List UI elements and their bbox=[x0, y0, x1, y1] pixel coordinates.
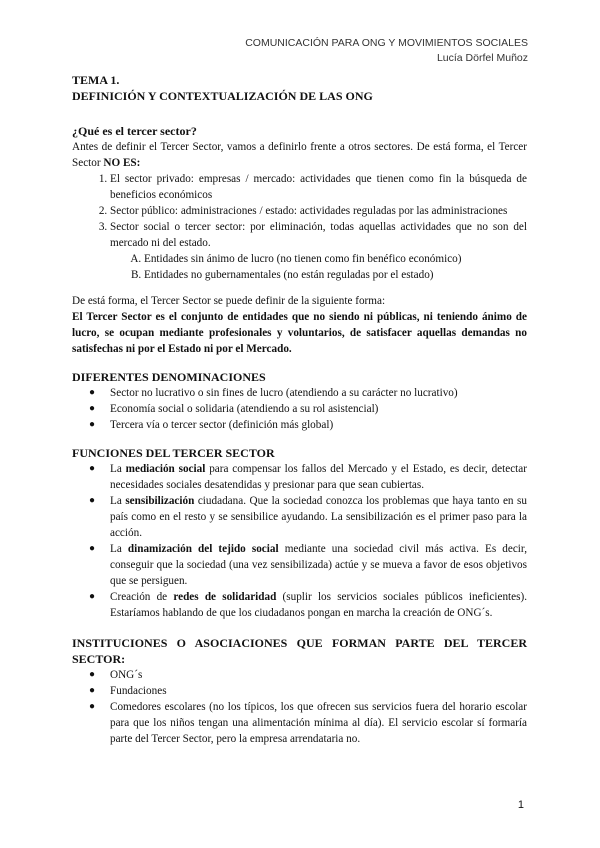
header-author: Lucía Dörfel Muñoz bbox=[436, 52, 528, 64]
topic-number: TEMA 1. bbox=[72, 73, 120, 87]
sublist bbox=[110, 251, 527, 283]
list-item bbox=[89, 493, 527, 541]
bold-term: sensibilización bbox=[125, 495, 195, 507]
list-item bbox=[89, 683, 527, 699]
list-item-text: Comedores escolares (no los típicos, los que ofrecen sus servicios fuera del horario escolar para que los niños tengan una alimentación mínima al día). El servicio escolar sí formaría parte del Tercer Sector, pero la empresa arrendataria no. bbox=[110, 701, 527, 745]
section-instituciones bbox=[72, 635, 527, 747]
bullet-icon: ● bbox=[89, 387, 96, 398]
intro-text: Antes de definir el Tercer Sector, vamos a definirlo frente a otros sectores. De está forma, el Tercer Sector bbox=[72, 141, 527, 169]
document-body bbox=[72, 72, 527, 747]
list-item-text: Sector no lucrativo o sin fines de lucro (atendiendo a su carácter no lucrativo) bbox=[110, 387, 458, 399]
bullet-icon: ● bbox=[89, 463, 96, 474]
list-item-text: Fundaciones bbox=[110, 685, 167, 697]
section-denominaciones bbox=[72, 369, 527, 433]
list-item bbox=[89, 461, 527, 493]
list-item bbox=[89, 589, 527, 621]
section-heading-funciones: FUNCIONES DEL TERCER SECTOR bbox=[72, 446, 275, 460]
bullet-icon: ● bbox=[89, 419, 96, 430]
section-heading-tercer-sector: ¿Qué es el tercer sector? bbox=[72, 124, 197, 138]
section-heading-instituciones: INSTITUCIONES O ASOCIACIONES QUE FORMAN PARTE DEL TERCER SECTOR: bbox=[72, 636, 527, 666]
bold-term: redes de solidaridad bbox=[173, 591, 277, 603]
list-item bbox=[89, 667, 527, 683]
sector-list bbox=[72, 171, 527, 283]
text-run: mediante una sociedad civil más activa. Es decir, conseguir que la sociedad (una vez sensibilizada) actúe y se mueva a favor de esos objetivos que se persiguen. bbox=[110, 543, 527, 587]
list-item: 1. El sector privado: empresas / mercado: actividades que tienen como fin la búsqueda de beneficios económicos bbox=[110, 171, 527, 203]
text-run: La bbox=[110, 495, 126, 507]
header-course-title: COMUNICACIÓN PARA ONG Y MOVIMIENTOS SOCIALES bbox=[245, 37, 528, 49]
section-intro bbox=[72, 139, 527, 171]
list-item: 2. Sector público: administraciones / estado: actividades reguladas por las administraciones bbox=[110, 203, 527, 219]
list-item-text: Tercera vía o tercer sector (definición más global) bbox=[110, 419, 334, 431]
section-funciones bbox=[72, 445, 527, 621]
page-number: 1 bbox=[517, 799, 524, 811]
bullet-icon: ● bbox=[89, 495, 96, 506]
sublist-item: B. Entidades no gubernamentales (no están reguladas por el estado) bbox=[144, 267, 527, 283]
text-run: (suplir los servicios sociales públicos ineficientes). Estaríamos hablando de que los ciudadanos pongan en marcha la creación de ONG´s. bbox=[110, 591, 527, 619]
list-item bbox=[110, 219, 527, 283]
text-run: La bbox=[110, 463, 126, 475]
bold-term: dinamización del tejido social bbox=[127, 543, 279, 555]
bullet-icon: ● bbox=[89, 543, 96, 554]
text-run: ciudadana. Que la sociedad conozca los problemas que haya tanto en su país como en el resto y se sensibilice ayudando. La sensibilización es el primer paso para la acción. bbox=[110, 495, 527, 539]
list-item bbox=[89, 385, 527, 401]
sublist-item: A. Entidades sin ánimo de lucro (no tienen como fin benéfico económico) bbox=[144, 251, 527, 267]
list-item bbox=[89, 417, 527, 433]
funciones-list bbox=[72, 461, 527, 621]
intro-bold: NO ES: bbox=[103, 157, 141, 169]
list-item-text: Economía social o solidaria (atendiendo a su rol asistencial) bbox=[110, 403, 379, 415]
bullet-icon: ● bbox=[89, 403, 96, 414]
instituciones-list bbox=[72, 667, 527, 747]
list-item bbox=[89, 699, 527, 747]
definition-intro: De está forma, el Tercer Sector se puede definir de la siguiente forma: bbox=[72, 295, 386, 307]
list-item-text: ONG´s bbox=[110, 669, 143, 681]
section-tercer-sector bbox=[72, 123, 527, 357]
list-item bbox=[89, 541, 527, 589]
page-header bbox=[245, 36, 528, 66]
text-run: Creación de bbox=[110, 591, 174, 603]
list-item-text: Sector social o tercer sector: por eliminación, todas aquellas actividades que no son del mercado ni del estado. bbox=[110, 221, 527, 249]
section-heading-denominaciones: DIFERENTES DENOMINACIONES bbox=[72, 370, 266, 384]
list-item bbox=[89, 401, 527, 417]
definition-text: El Tercer Sector es el conjunto de entidades que no siendo ni públicas, ni teniendo ánimo de lucro, se ocupan mediante profesionales y voluntarios, de satisfacer aquellas demandas no satisfechas ni por el Estado ni por el Mercado. bbox=[72, 311, 527, 355]
bold-term: mediación social bbox=[125, 463, 206, 475]
bullet-icon: ● bbox=[89, 669, 96, 680]
bullet-icon: ● bbox=[89, 685, 96, 696]
denominaciones-list bbox=[72, 385, 527, 433]
text-run: para compensar los fallos del Mercado y el Estado, es decir, detectar necesidades sociales desatendidas y presionar para que sean cubiertas. bbox=[110, 463, 527, 491]
bullet-icon: ● bbox=[89, 591, 96, 602]
bullet-icon: ● bbox=[89, 701, 96, 712]
text-run: La bbox=[110, 543, 128, 555]
topic-title: DEFINICIÓN Y CONTEXTUALIZACIÓN DE LAS ONG bbox=[72, 89, 373, 103]
